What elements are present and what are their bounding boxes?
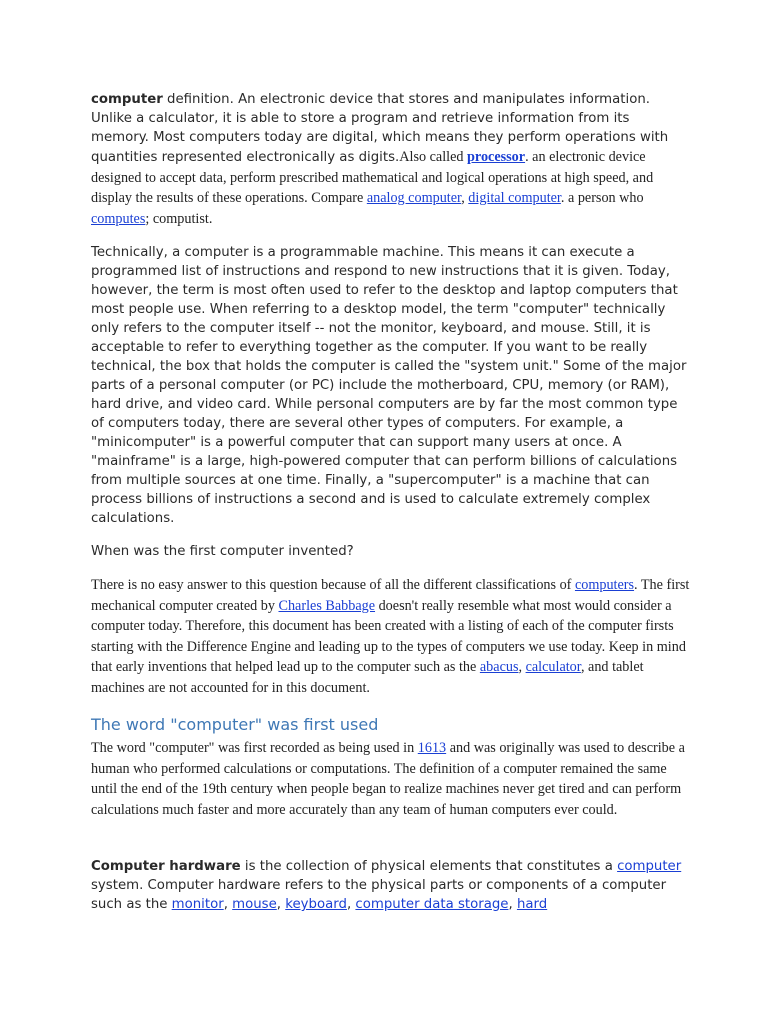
hardware-text-1: is the collection of physical elements that constitutes a bbox=[240, 859, 618, 874]
also-called-text: Also called bbox=[399, 149, 468, 165]
hard-link[interactable]: hard bbox=[516, 897, 548, 912]
technical-paragraph: Technically, a computer is a programmable machine. This means it can execute a programmed list of instructions and respond to new instructions that it is given. Today, however, the term is most often used to refer to the desktop and laptop computers that most people use. When referring to a desktop model, the term "computer" technically only refers to the computer itself -- not the monitor, keyboard, and mouse. Still, it is acceptable to refer to everything together as the computer. If you want to be really technical, the box that holds the computer is called the "system unit." Some of the major parts of a personal computer (or PC) include the motherboard, CPU, memory (or RAM), hard drive, and video card. While personal computers are by far the most common type of computers today, there are several other types of computers. For example, a "minicomputer" is a powerful computer that can support many users at once. A "mainframe" is a large, high-powered computer that can perform billions of calculations from multiple sources at one time. Finally, a "supercomputer" is a machine that can process billions of instructions a second and is used to calculate extremely complex calculations. bbox=[91, 245, 687, 526]
mouse-link[interactable]: mouse bbox=[232, 897, 277, 912]
hardware-separator-1: , bbox=[223, 897, 233, 912]
calculator-link[interactable]: calculator bbox=[525, 659, 581, 676]
monitor-link[interactable]: monitor bbox=[171, 897, 224, 912]
definition-term: computer bbox=[91, 92, 163, 107]
computers-link[interactable]: computers bbox=[574, 577, 635, 593]
charles-babbage-link[interactable]: Charles Babbage bbox=[278, 597, 376, 614]
section-heading: The word "computer" was first used bbox=[91, 715, 379, 734]
hardware-text-2: system. Computer hardware refers to the physical parts or components of a computer such as the bbox=[91, 878, 667, 912]
origin-text-2: and was originally was used to describe a human who performed calculations or computations. The definition of a computer remained the same until the end of the 19th century when people began to realize machines never get tired and can perform calculations much faster and more accurately than any team of human computers ever could. bbox=[91, 740, 685, 818]
keyboard-link[interactable]: keyboard bbox=[285, 897, 347, 912]
year-1613-link[interactable]: 1613 bbox=[417, 740, 447, 756]
computer-data-storage-link[interactable]: computer data storage bbox=[355, 897, 509, 912]
definition-paragraph bbox=[91, 90, 691, 229]
processor-link[interactable]: processor bbox=[467, 149, 526, 165]
abacus-link[interactable]: abacus bbox=[479, 659, 519, 676]
processor-description: . an electronic device designed to accept data, perform prescribed mathematical and logical operations at high speed, and display the results of these operations. Compare bbox=[91, 149, 654, 207]
history-text-3: doesn't really resemble what most would consider a computer today. Therefore, this document has been created with a listing of each of the computer firsts starting with the Difference Engine and leading up to the types of computers we use today. Keep in mind that early inventions that helped lead up to the computer such as the bbox=[91, 597, 686, 676]
history-text-4: , and tablet machines are not accounted for in this document. bbox=[91, 659, 644, 696]
hardware-separator-2: , bbox=[276, 897, 286, 912]
history-paragraph bbox=[91, 575, 691, 699]
definition-text: definition. An electronic device that stores and manipulates information. Unlike a calculator, it is able to store a program and retrieve information from its memory. Most computers today are digital, which means they perform operations with quantities represented electronically as digits. bbox=[91, 92, 669, 165]
hardware-paragraph bbox=[91, 857, 691, 914]
analog-computer-link[interactable]: analog computer bbox=[366, 190, 462, 207]
computist-text: ; computist. bbox=[145, 210, 213, 227]
computes-link[interactable]: computes bbox=[91, 210, 146, 227]
history-text-2: . The first mechanical computer created by bbox=[91, 577, 690, 614]
hardware-separator-4: , bbox=[508, 897, 517, 912]
history-text-1: There is no easy answer to this question because of all the different classifications of bbox=[91, 577, 575, 593]
digital-computer-link[interactable]: digital computer bbox=[468, 190, 561, 207]
word-origin-paragraph bbox=[91, 738, 691, 820]
hardware-term: Computer hardware bbox=[91, 859, 241, 874]
origin-text-1: The word "computer" was first recorded as being used in bbox=[91, 740, 418, 756]
history-separator: , bbox=[518, 659, 526, 676]
question-paragraph: When was the first computer invented? bbox=[91, 544, 354, 559]
person-who-text: . a person who bbox=[560, 190, 644, 207]
separator-text: , bbox=[461, 190, 469, 207]
computer-link[interactable]: computer bbox=[617, 859, 682, 874]
hardware-separator-3: , bbox=[346, 897, 356, 912]
